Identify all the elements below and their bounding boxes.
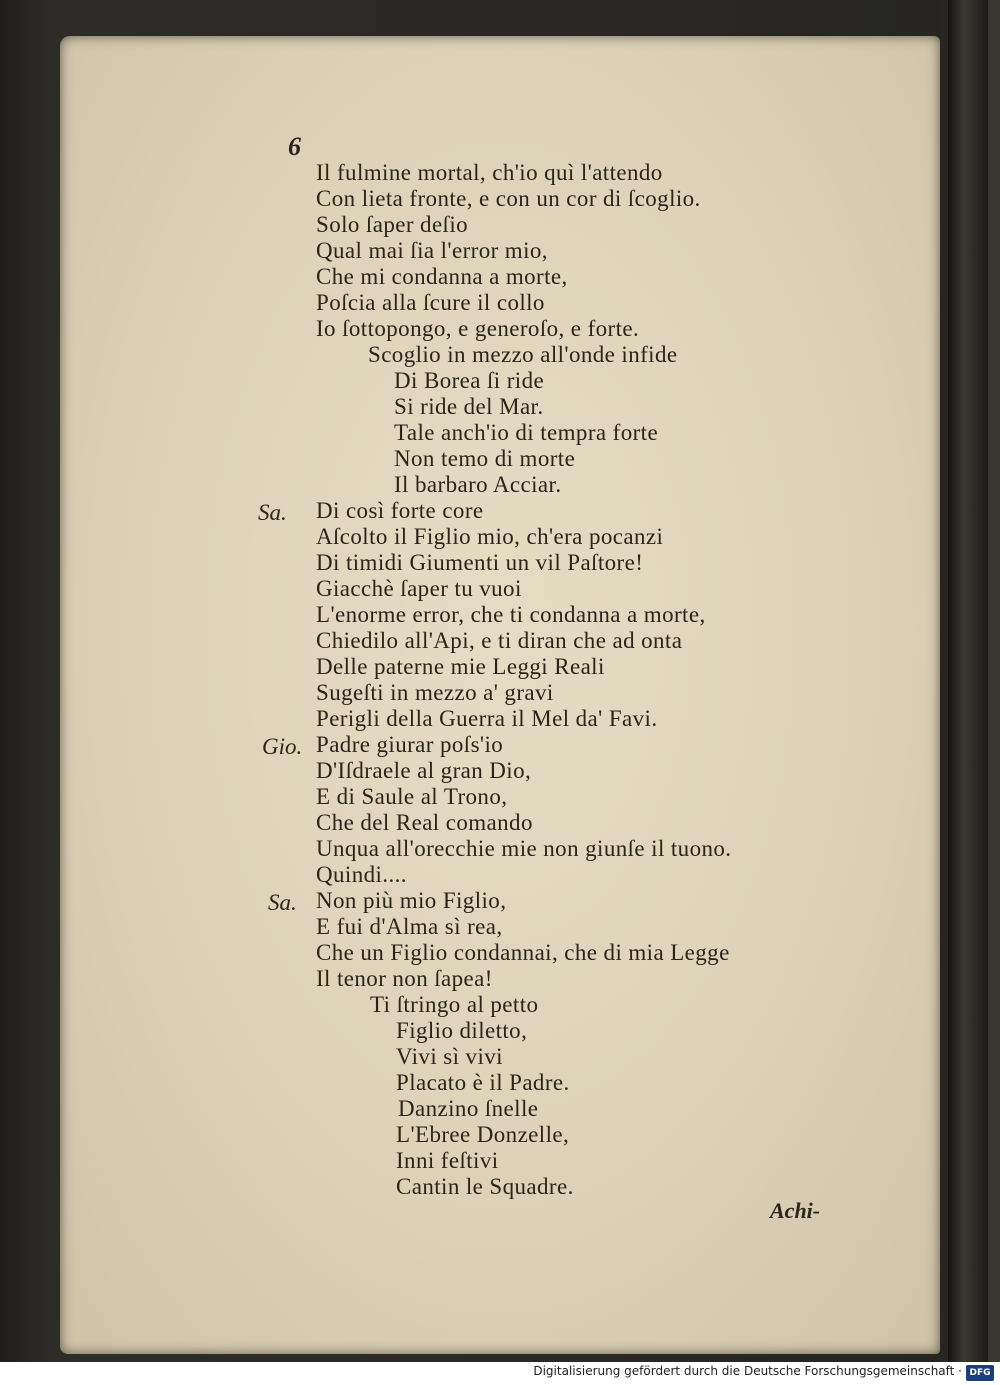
verse-line: Con lieta fronte, e con un cor di ſcoglio. — [316, 186, 701, 211]
aria-line: L'Ebree Donzelle, — [396, 1122, 570, 1147]
verse-line: D'Iſdraele al gran Dio, — [316, 758, 532, 783]
aria-line: Tale anch'io di tempra forte — [394, 420, 659, 445]
aria-line: Figlio diletto, — [396, 1018, 528, 1043]
aria-line: Ti ſtringo al petto — [370, 992, 539, 1017]
verse-line: Qual mai ſia l'error mio, — [316, 238, 548, 263]
aria-line: Scoglio in mezzo all'onde infide — [368, 342, 678, 367]
verse-line: Di così forte core — [316, 498, 484, 523]
verse-line: Che mi condanna a morte, — [316, 264, 568, 289]
verse-line: Il tenor non ſapea! — [316, 966, 493, 991]
aria-line: Vivi sì vivi — [396, 1044, 503, 1069]
aria-line: Cantin le Squadre. — [396, 1174, 574, 1199]
verse-line: Che del Real comando — [316, 810, 533, 835]
verse-line: Non più mio Figlio, — [316, 888, 507, 913]
verse-line: Perigli della Guerra il Mel da' Favi. — [316, 706, 658, 731]
verse-line: Aſcolto il Figlio mio, ch'era pocanzi — [316, 524, 664, 549]
verse-line: Di timidi Giumenti un vil Paſtore! — [316, 550, 644, 575]
aria-line: Il barbaro Acciar. — [394, 472, 562, 497]
footer-bar — [0, 1362, 1000, 1385]
aria-line: Inni feſtivi — [396, 1148, 499, 1173]
aria-line: Si ride del Mar. — [394, 394, 544, 419]
verse-line: Padre giurar poſs'io — [316, 732, 504, 757]
verse-line: Quindi.... — [316, 862, 407, 887]
verse-line: Io ſottopongo, e generoſo, e forte. — [316, 316, 640, 341]
verse-line: E fui d'Alma sì rea, — [316, 914, 503, 939]
aria-line: Placato è il Padre. — [396, 1070, 570, 1095]
dfg-logo-icon: DFG — [966, 1365, 994, 1381]
verse-line: Il fulmine mortal, ch'io quì l'attendo — [316, 160, 663, 185]
speaker-label: Sa. — [268, 890, 297, 915]
verse-line: L'enorme error, che ti condanna a morte, — [316, 602, 706, 627]
aria-line: Danzino ſnelle — [398, 1096, 539, 1121]
aria-line: Di Borea ſi ride — [394, 368, 545, 393]
verse-line: Che un Figlio condannai, che di mia Legge — [316, 940, 730, 965]
verse-line: Sugeſti in mezzo a' gravi — [316, 680, 554, 705]
verse-line: Giacchè ſaper tu vuoi — [316, 576, 522, 601]
speaker-label: Gio. — [262, 734, 303, 759]
verse-line: Chiedilo all'Api, e ti diran che ad onta — [316, 628, 683, 653]
page-number: 6 — [288, 132, 301, 161]
verse-line: Poſcia alla ſcure il collo — [316, 290, 545, 315]
verse-line: E di Saule al Trono, — [316, 784, 508, 809]
verse-line: Solo ſaper deſio — [316, 212, 469, 237]
footer-credit: Digitalisierung gefördert durch die Deutsche Forschungsgemeinschaft · — [533, 1364, 962, 1378]
verse-line: Delle paterne mie Leggi Reali — [316, 654, 605, 679]
book-edge — [948, 0, 988, 1362]
aria-line: Non temo di morte — [394, 446, 576, 471]
catchword: Achi- — [770, 1198, 821, 1223]
verse-line: Unqua all'orecchie mie non giunſe il tuono. — [316, 836, 732, 861]
speaker-label: Sa. — [258, 500, 287, 525]
